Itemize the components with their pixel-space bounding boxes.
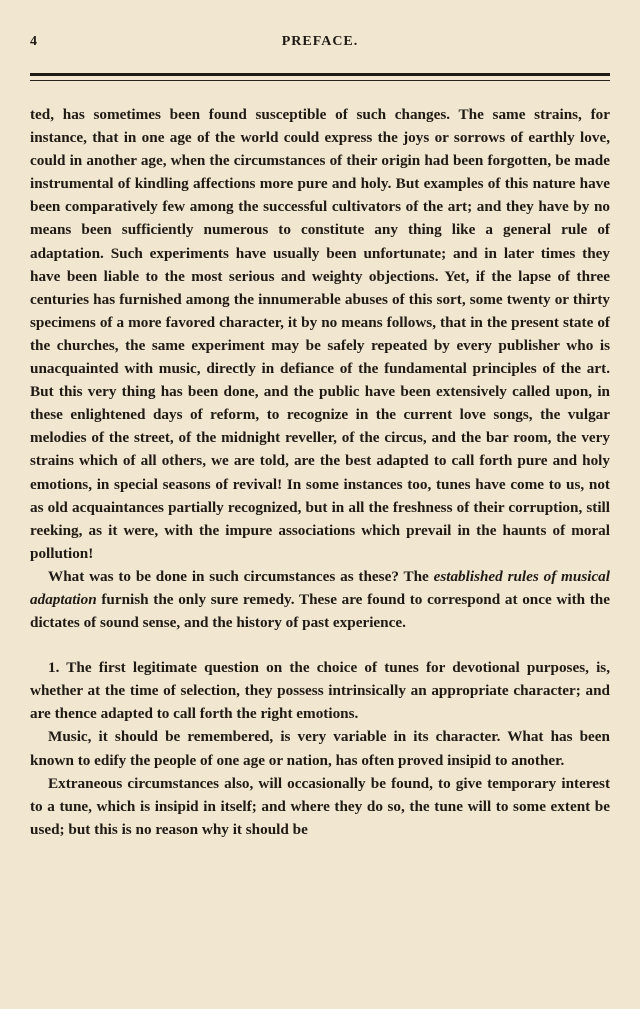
running-title: PREFACE. [281,34,359,49]
paragraph-remedy-end: furnish the only sure remedy. These are found to correspond at once with the dictates of sound sense, and the history of past experience. [30,590,610,632]
header-rule [30,73,610,76]
paragraph-extraneous: Extraneous circumstances also, will occasionally be found, to give temporary interest to a tune, which is insipid in itself; and where they do so, the tune will to some extent be used; but this is no reason why it should be [30,774,610,838]
paragraph-remedy-start: What was to be done in such circumstances as these? The [48,567,434,585]
paragraph-remedy-emphasis: established rules of musical adaptation [30,567,610,608]
paragraph-continued: ted, has sometimes been found susceptible of such changes. The same strains, for instance, that in one age of the world could express the joys or sorrows of earthly love, could in another age, when the circumstances of their origin had been forgotten, be made instrumental of kindling affections more pure and holy. But examples of this nature have been comparatively few among the successful cultivators of the art; and they have by no means been sufficiently numerous to constitute any thing like a general rule of adaptation. Such experiments have usually been unfortunate; and in later times they have been liable to the most serious and weighty objections. Yet, if the lapse of three centuries has furnished among the innumerable abuses of this sort, some twenty or thirty specimens of a more favored character, it by no means follows, that in the present state of the churches, the same experiment may be safely repeated by every publisher who is unacquainted with music, directly in defiance of the fundamental principles of the art. But this very thing has been done, and the public have been extensively called upon, in these enlightened days of reform, to recognize in the current love songs, the vulgar melodies of the street, of the midnight reveller, of the circus, and the bar room, the very strains which of all others, we are told, are the best adapted to call forth pure and holy emotions, in special seasons of revival! In some instances too, tunes have come to us, not as old acquaintances partially recognized, but in all the freshness of their corruption, still reeking, as it were, with the impure associations which prevail in the haunts of moral pollution! [30,106,610,562]
page-number: 4 [30,34,38,49]
paragraph-remedy [30,565,610,634]
running-head [30,34,610,58]
paragraph-music-variable: Music, it should be remembered, is very variable in its character. What has been known to edify the people of one age or nation, has often proved insipid to another. [30,728,610,769]
header-rule-thin [30,80,610,81]
body-text [30,103,610,841]
paragraph-rule-one: 1. The first legitimate question on the choice of tunes for devotional purposes, is, whether at the time of selection, they possess intrinsically an appropriate character; and are thence adapted to call forth the right emotions. [30,659,610,723]
